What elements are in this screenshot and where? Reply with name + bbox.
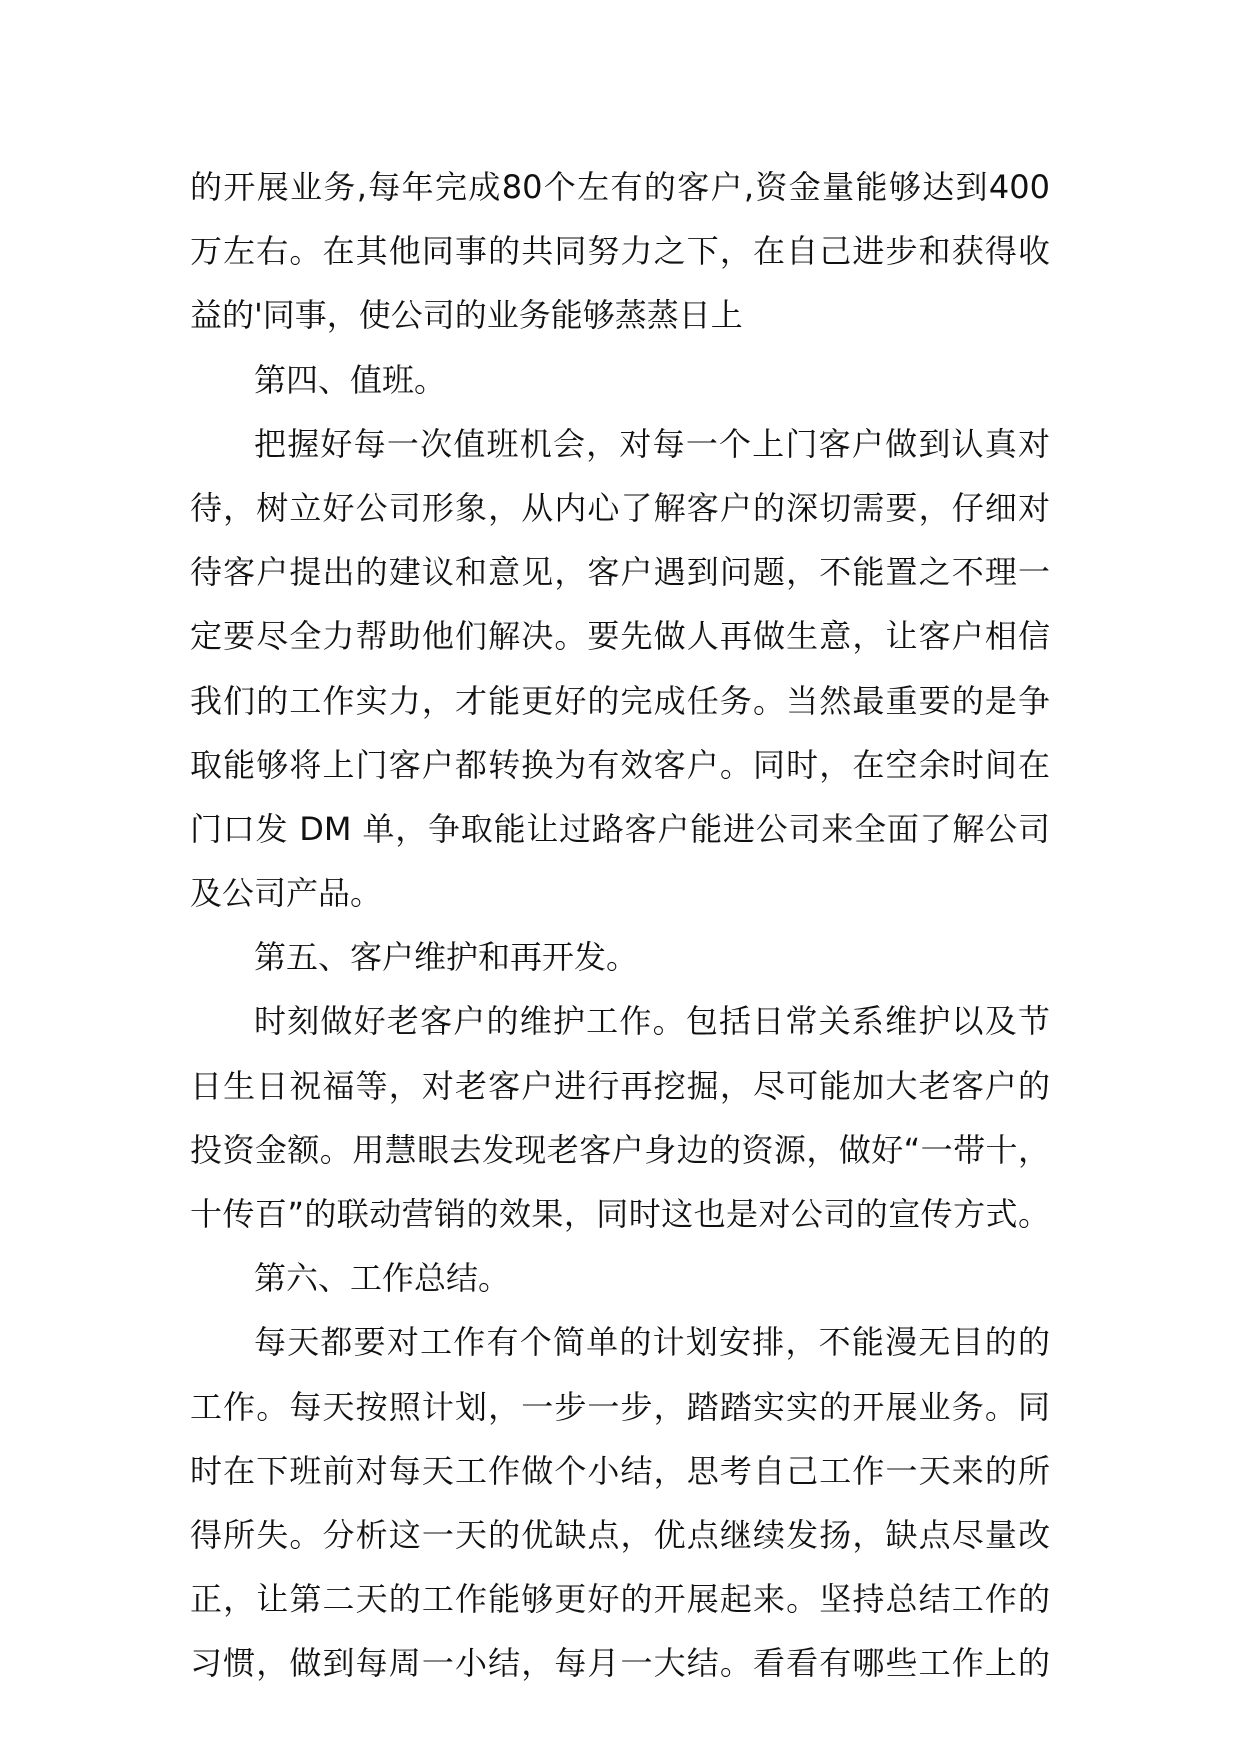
text-line: 定要尽全力帮助他们解决。要先做人再做生意，让客户相信 (190, 617, 1050, 656)
text-line: 及公司产品。 (190, 874, 383, 913)
text-line: 正，让第二天的工作能够更好的开展起来。坚持总结工作的 (190, 1580, 1050, 1619)
text-line: 习惯，做到每周一小结，每月一大结。看看有哪些工作上的 (190, 1644, 1050, 1683)
document-body (190, 155, 1050, 1696)
section-heading: 第六、工作总结。 (254, 1259, 511, 1298)
section-heading: 第五、客户维护和再开发。 (254, 938, 639, 977)
text-line: 门口发 DM 单，争取能让过路客户能进公司来全面了解公司 (190, 809, 1050, 848)
text-line: 把握好每一次值班机会，对每一个上门客户做到认真对 (254, 424, 1050, 463)
text-line: 得所失。分析这一天的优缺点，优点继续发扬，缺点尽量改 (190, 1515, 1050, 1554)
text-line: 时在下班前对每天工作做个小结，思考自己工作一天来的所 (190, 1451, 1050, 1490)
text-line: 万左右。在其他同事的共同努力之下，在自己进步和获得收 (190, 232, 1050, 271)
text-line: 的开展业务,每年完成80个左有的客户,资金量能够达到400 (190, 168, 1050, 206)
text-line: 工作。每天按照计划，一步一步，踏踏实实的开展业务。同 (190, 1387, 1050, 1426)
text-line: 取能够将上门客户都转换为有效客户。同时，在空余时间在 (190, 745, 1050, 784)
section-heading: 第四、值班。 (254, 360, 447, 399)
text-line: 投资金额。用慧眼去发现老客户身边的资源，做好“一带十， (190, 1130, 1050, 1169)
text-line: 十传百”的联动营销的效果，同时这也是对公司的宣传方式。 (190, 1195, 1050, 1233)
text-line: 待客户提出的建议和意见，客户遇到问题，不能置之不理一 (190, 553, 1050, 592)
text-line: 待，树立好公司形象，从内心了解客户的深切需要，仔细对 (190, 488, 1050, 527)
text-line: 时刻做好老客户的维护工作。包括日常关系维护以及节 (254, 1002, 1050, 1041)
text-line: 我们的工作实力，才能更好的完成任务。当然最重要的是争 (190, 681, 1050, 720)
text-line: 日生日祝福等，对老客户进行再挖掘，尽可能加大老客户的 (190, 1066, 1050, 1105)
text-line: 每天都要对工作有个简单的计划安排，不能漫无目的的 (254, 1323, 1050, 1362)
text-line: 益的'同事，使公司的业务能够蒸蒸日上 (190, 296, 743, 335)
